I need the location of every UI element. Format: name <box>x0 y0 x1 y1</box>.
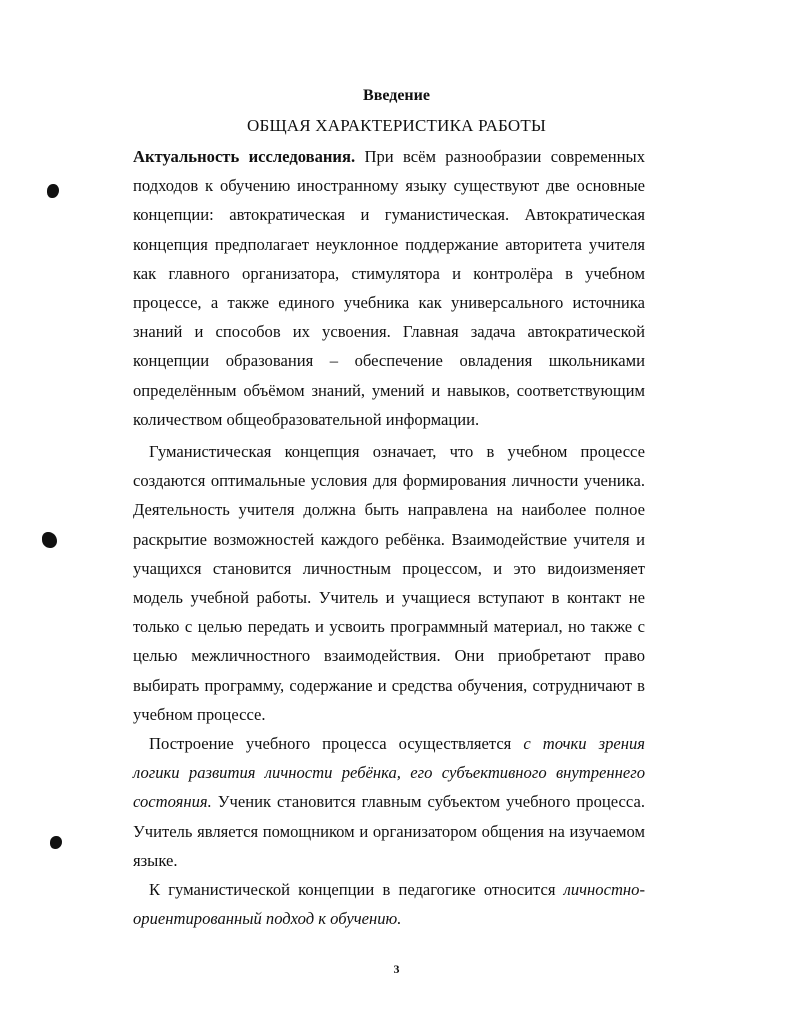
paragraph-approach <box>133 875 645 933</box>
paragraph-text: При всём разнообразии современных подходов к обучению иностранному языку существуют две основные концепции: автократическая и гуманистическая. Автократическая концепция предполагает неуклонное поддержание авторитета учителя как главного организатора, стимулятора и контролёра в учебном процессе, а также единого учебника как универсального источника знаний и способов их усвоения. Главная задача автократической концепции образования – обеспечение овладения школьниками определённым объёмом знаний, умений и навыков, соответствующим количеством общеобразовательной информации. <box>133 147 645 429</box>
paragraph-process <box>133 729 645 875</box>
subheading: ОБЩАЯ ХАРАКТЕРИСТИКА РАБОТЫ <box>247 116 546 135</box>
page-number: 3 <box>393 962 400 976</box>
paragraph-humanistic <box>133 437 645 729</box>
paragraph-text-start: К гуманистической концепции в педагогике относится <box>149 880 564 899</box>
paragraph-italic: с точки зрения логики развития личности ребёнка, его субъективного внутреннего состояния. <box>133 734 645 812</box>
paragraph-relevance <box>133 142 645 434</box>
paragraph-italic: личностно-ориентированный подход к обучению. <box>133 880 645 929</box>
paragraph-text-start: Построение учебного процесса осуществляется <box>149 734 524 753</box>
binder-hole-mark <box>50 836 62 849</box>
heading: Введение <box>363 87 430 104</box>
paragraph-text-end: Ученик становится главным субъектом учебного процесса. Учитель является помощником и организатором общения на изучаемом языке. <box>133 792 645 870</box>
paragraph-lead: Актуальность исследования. <box>133 147 356 166</box>
binder-hole-mark <box>42 532 57 548</box>
paragraph-text: Гуманистическая концепция означает, что в учебном процессе создаются оптимальные условия для формирования личности ученика. Деятельность учителя должна быть направлена на наиболее полное раскрытие возможностей каждого ребёнка. Взаимодействие учителя и учащихся становится личностным процессом, и это видоизменяет модель учебной работы. Учитель и учащиеся вступают в контакт не только с целью передать и усвоить программный материал, но также с целью межличностного взаимодействия. Они приобретают право выбирать программу, содержание и средства обучения, сотрудничают в учебном процессе. <box>133 442 645 724</box>
binder-hole-mark <box>47 184 59 198</box>
